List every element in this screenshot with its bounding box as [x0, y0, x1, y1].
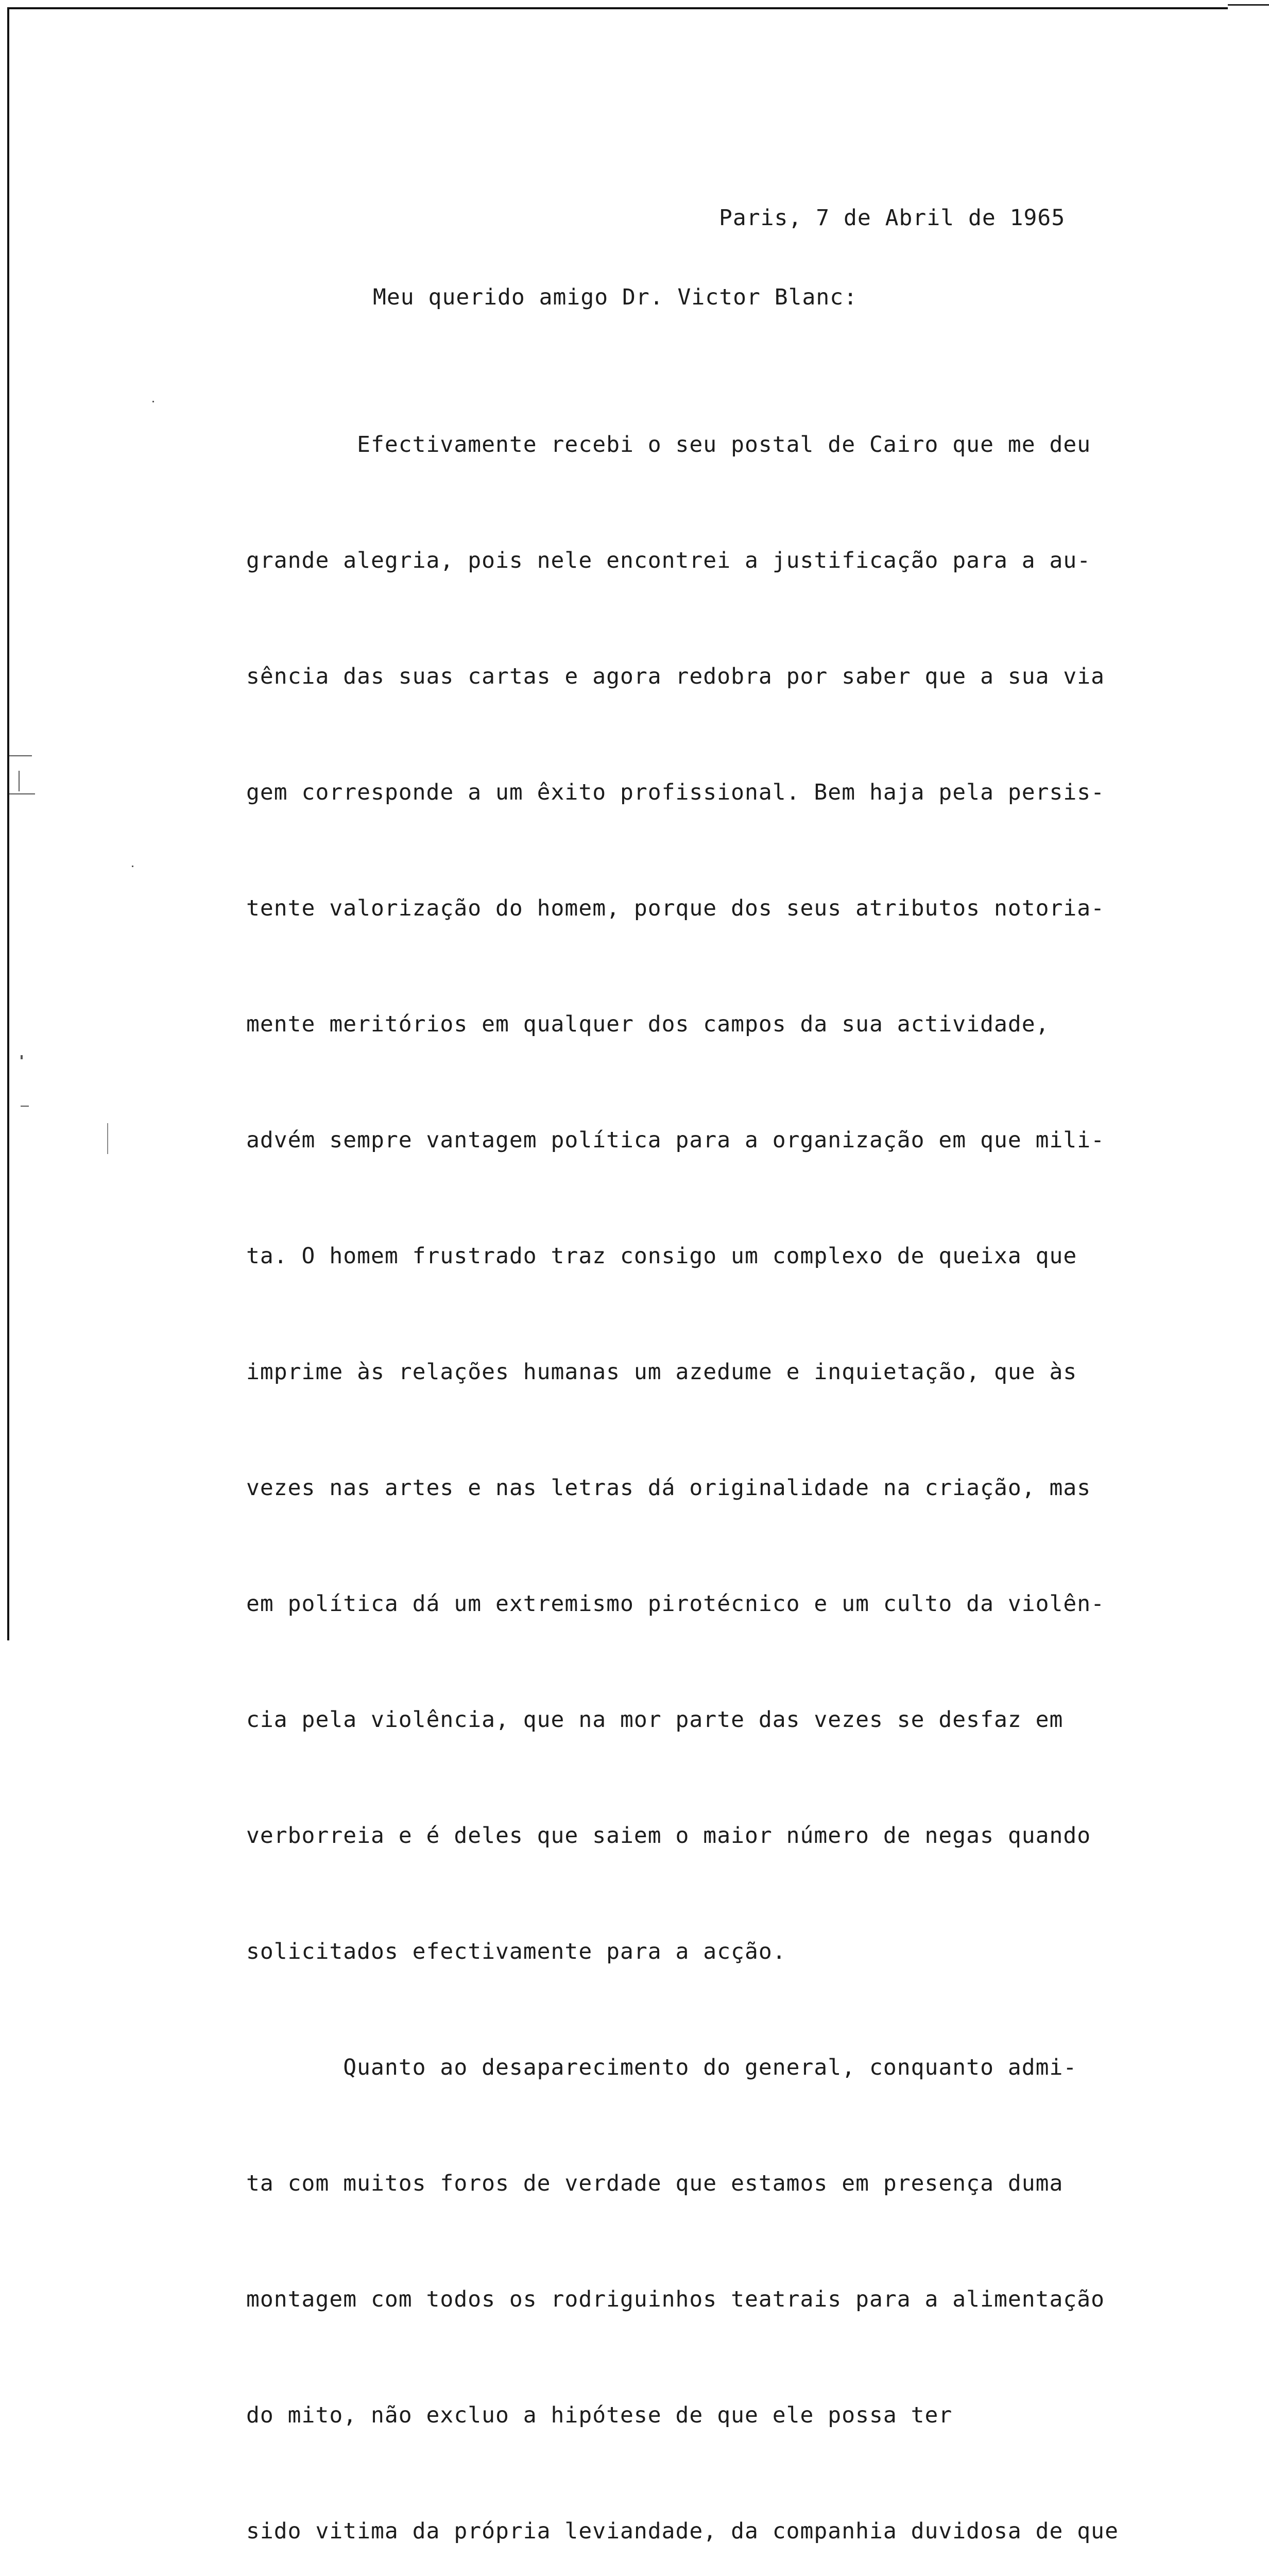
letter-line: montagem com todos os rodriguinhos teatrais para a alimentação — [246, 2286, 1105, 2312]
letter-line: sência das suas cartas e agora redobra por saber que a sua via — [246, 664, 1105, 689]
margin-mark — [132, 866, 133, 867]
page-border-top-right — [1228, 4, 1269, 6]
page-border-top — [7, 7, 1228, 9]
letter-line: imprime às relações humanas um azedume e inquietação, que às — [246, 1359, 1077, 1385]
margin-mark — [9, 755, 32, 756]
letter-line: sido vitima da própria leviandade, da companhia duvidosa de que — [246, 2518, 1119, 2544]
letter-line: ta. O homem frustrado traz consigo um complexo de queixa que — [246, 1243, 1077, 1269]
margin-mark — [19, 771, 20, 791]
letter-line: Efectivamente recebi o seu postal de Cairo que me deu — [246, 432, 1091, 457]
margin-mark — [9, 793, 35, 794]
letter-body — [246, 348, 1225, 2576]
letter-line: gem corresponde a um êxito profissional. Bem haja pela persis- — [246, 779, 1105, 805]
letter-line: solicitados efectivamente para a acção. — [246, 1939, 786, 1964]
letter-line: advém sempre vantagem política para a organização em que mili- — [246, 1127, 1105, 1153]
letter-salutation: Meu querido amigo Dr. Victor Blanc: — [373, 284, 858, 310]
margin-mark — [21, 1055, 23, 1059]
letter-line: tente valorização do homem, porque dos seus atributos notoria- — [246, 895, 1105, 921]
letter-line: Quanto ao desaparecimento do general, conquanto admi- — [246, 2055, 1077, 2080]
letter-line: cia pela violência, que na mor parte das vezes se desfaz em — [246, 1707, 1064, 1733]
letter-line: do mito, não excluo a hipótese de que ele possa ter — [246, 2402, 953, 2428]
letter-line: grande alegria, pois nele encontrei a justificação para a au- — [246, 548, 1091, 573]
margin-mark — [21, 1106, 29, 1107]
letter-date: Paris, 7 de Abril de 1965 — [719, 205, 1066, 231]
letter-line: mente meritórios em qualquer dos campos da sua actividade, — [246, 1011, 1050, 1037]
letter-line: vezes nas artes e nas letras dá originalidade na criação, mas — [246, 1475, 1091, 1501]
page-border-left — [7, 7, 9, 1640]
letter-line: ta com muitos foros de verdade que estamos em presença duma — [246, 2171, 1064, 2196]
margin-mark — [107, 1123, 108, 1154]
letter-line: em política dá um extremismo pirotécnico e um culto da violên- — [246, 1591, 1105, 1617]
margin-mark — [152, 401, 154, 402]
letter-line: verborreia e é deles que saiem o maior número de negas quando — [246, 1823, 1091, 1849]
